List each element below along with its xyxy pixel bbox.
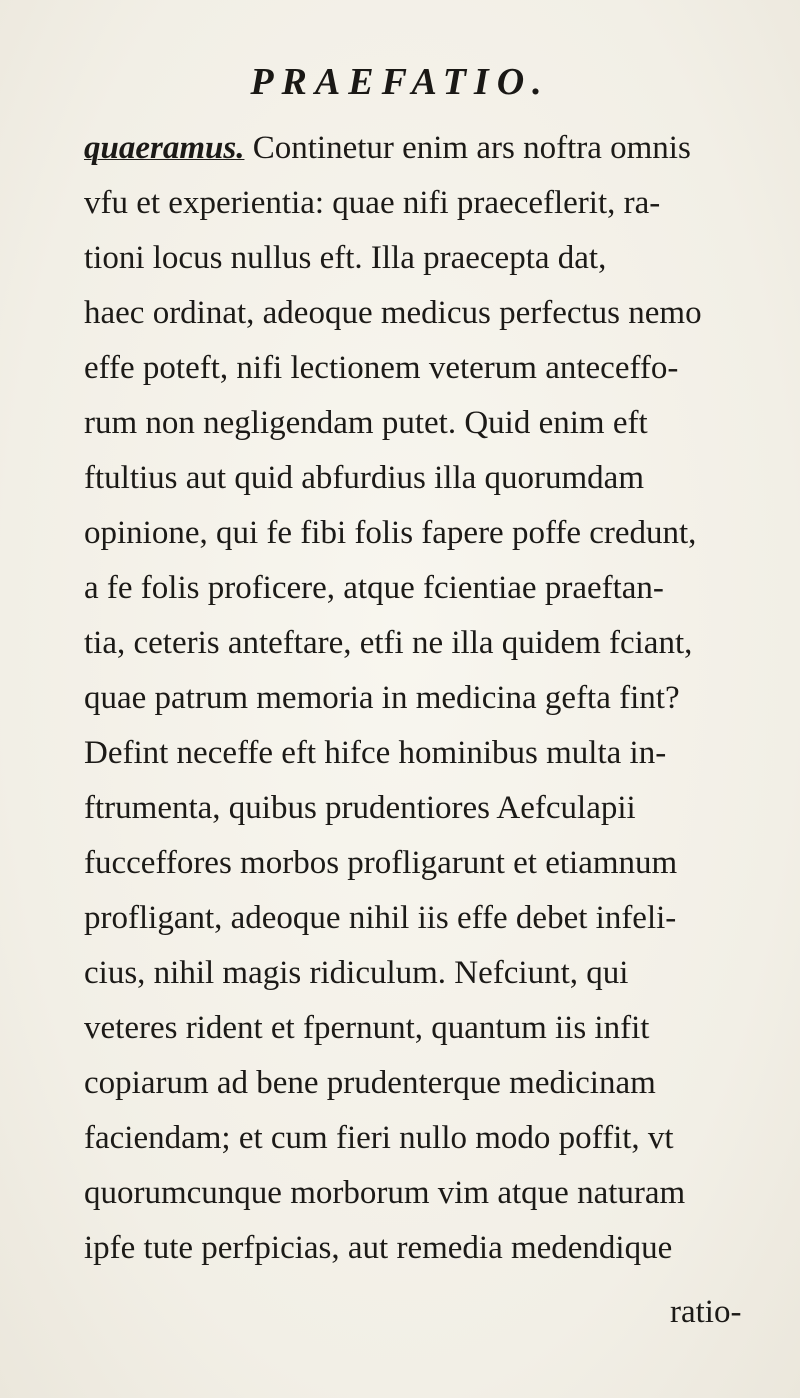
text-line-8: opinione, qui fe fibi folis fapere poffe credunt, [84, 515, 697, 551]
first-word: quaeramus. [84, 130, 245, 166]
text-line-1 [84, 128, 691, 168]
text-line-19: faciendam; et cum fieri nullo modo poffit, vt [84, 1120, 674, 1156]
text-line-2: vfu et experientia: quae nifi praeceflerit, ra- [84, 185, 661, 221]
text-line-17: veteres rident et fpernunt, quantum iis infit [84, 1010, 650, 1046]
text-line-16: cius, nihil magis ridiculum. Nefciunt, qui [84, 955, 629, 991]
text-line-11: quae patrum memoria in medicina gefta fint? [84, 680, 680, 716]
text-line-7: ftultius aut quid abfurdius illa quorumdam [84, 460, 645, 496]
text-line-12: Defint neceffe eft hifce hominibus multa in- [84, 735, 667, 771]
catchword: ratio- [670, 1294, 742, 1330]
text-line-10: tia, ceteris anteftare, etfi ne illa quidem fciant, [84, 625, 693, 661]
text-line-18: copiarum ad bene prudenterque medicinam [84, 1065, 656, 1101]
text-line-13: ftrumenta, quibus prudentiores Aefculapii [84, 790, 636, 826]
line-text: Continetur enim ars noftra omnis [244, 130, 691, 166]
text-line-4: haec ordinat, adeoque medicus perfectus nemo [84, 295, 702, 331]
text-line-9: a fe folis proficere, atque fcientiae praeftan- [84, 570, 664, 606]
text-line-15: profligant, adeoque nihil iis effe debet infeli- [84, 900, 677, 936]
running-title: PRAEFATIO. [250, 61, 550, 103]
text-line-20: quorumcunque morborum vim atque naturam [84, 1175, 686, 1211]
text-line-3: tioni locus nullus eft. Illa praecepta dat, [84, 240, 607, 276]
text-line-14: fucceffores morbos profligarunt et etiamnum [84, 845, 678, 881]
text-line-21: ipfe tute perfpicias, aut remedia medendique [84, 1230, 673, 1266]
text-line-6: rum non negligendam putet. Quid enim eft [84, 405, 648, 441]
text-line-5: effe poteft, nifi lectionem veterum anteceffo- [84, 350, 679, 386]
